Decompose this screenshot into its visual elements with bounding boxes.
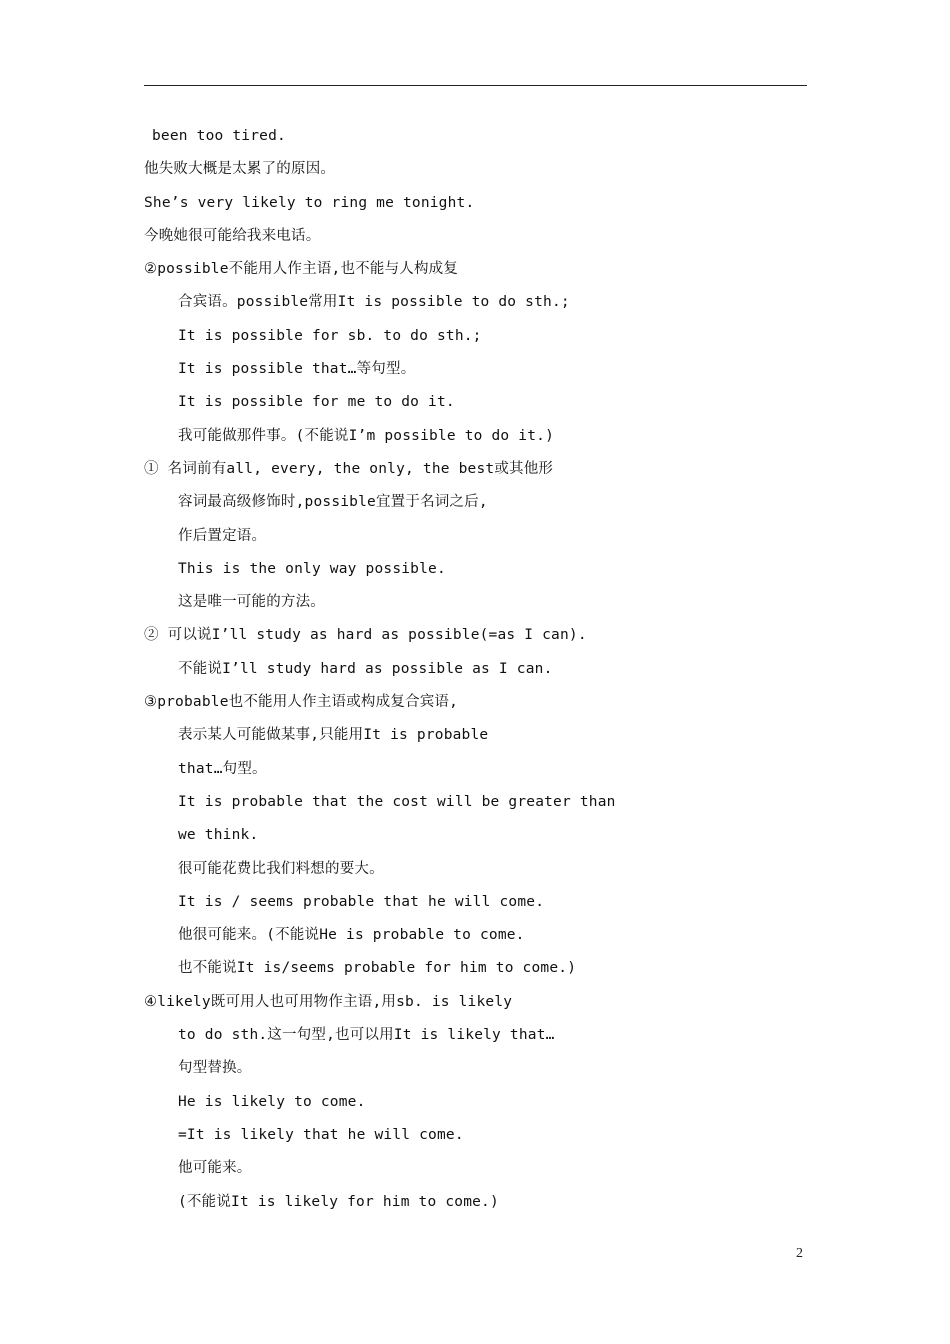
- numbered-point: ① 名词前有all, every, the only, the best或其他形: [144, 460, 554, 477]
- example-sentence: He is likely to come.: [178, 1093, 366, 1110]
- text-line: 作后置定语。: [178, 527, 267, 544]
- text-line: She’s very likely to ring me tonight.: [144, 194, 475, 211]
- example-translation: 他可能来。: [178, 1160, 252, 1177]
- header-rule: [144, 85, 807, 86]
- section-heading-possible: ②possible不能用人作主语,也不能与人构成复: [144, 261, 459, 278]
- section-heading-likely: ④likely既可用人也可用物作主语,用sb. is likely: [144, 993, 513, 1010]
- example-sentence: =It is likely that he will come.: [178, 1126, 464, 1143]
- example-sentence: It is / seems probable that he will come.: [178, 893, 545, 910]
- text-line: that…句型。: [178, 760, 267, 777]
- text-line: It is possible that…等句型。: [178, 361, 416, 378]
- text-line: 合宾语。possible常用It is possible to do sth.;: [178, 294, 570, 311]
- text-line: 也不能说It is/seems probable for him to come.): [178, 960, 577, 977]
- example-translation: 很可能花费比我们料想的要大。: [178, 860, 384, 877]
- example-sentence: It is probable that the cost will be greater than: [178, 793, 616, 810]
- text-line: It is possible for sb. to do sth.;: [178, 327, 482, 344]
- text-line: 不能说I’ll study hard as possible as I can.: [178, 660, 553, 677]
- text-line: been too tired.: [152, 128, 286, 144]
- document-body: [144, 120, 824, 1219]
- text-line: to do sth.这一句型,也可以用It is likely that…: [178, 1027, 555, 1044]
- text-line: 他失败大概是太累了的原因。: [144, 161, 336, 178]
- text-line: 句型替换。: [178, 1060, 252, 1077]
- example-translation: 我可能做那件事。(不能说I’m possible to do it.): [178, 427, 555, 444]
- example-translation: 他很可能来。(不能说He is probable to come.: [178, 927, 525, 944]
- example-sentence: This is the only way possible.: [178, 560, 446, 577]
- example-translation: 这是唯一可能的方法。: [178, 594, 325, 611]
- text-line: 表示某人可能做某事,只能用It is probable: [178, 727, 489, 744]
- section-heading-probable: ③probable也不能用人作主语或构成复合宾语,: [144, 694, 459, 711]
- text-line: (不能说It is likely for him to come.): [178, 1193, 499, 1210]
- page-number: 2: [796, 1246, 803, 1261]
- numbered-point: ② 可以说I’ll study as hard as possible(=as I can).: [144, 627, 587, 644]
- text-line: 容词最高级修饰时,possible宜置于名词之后,: [178, 494, 488, 511]
- example-sentence: It is possible for me to do it.: [178, 394, 455, 411]
- text-line: 今晚她很可能给我来电话。: [144, 227, 321, 244]
- example-sentence: we think.: [178, 827, 259, 844]
